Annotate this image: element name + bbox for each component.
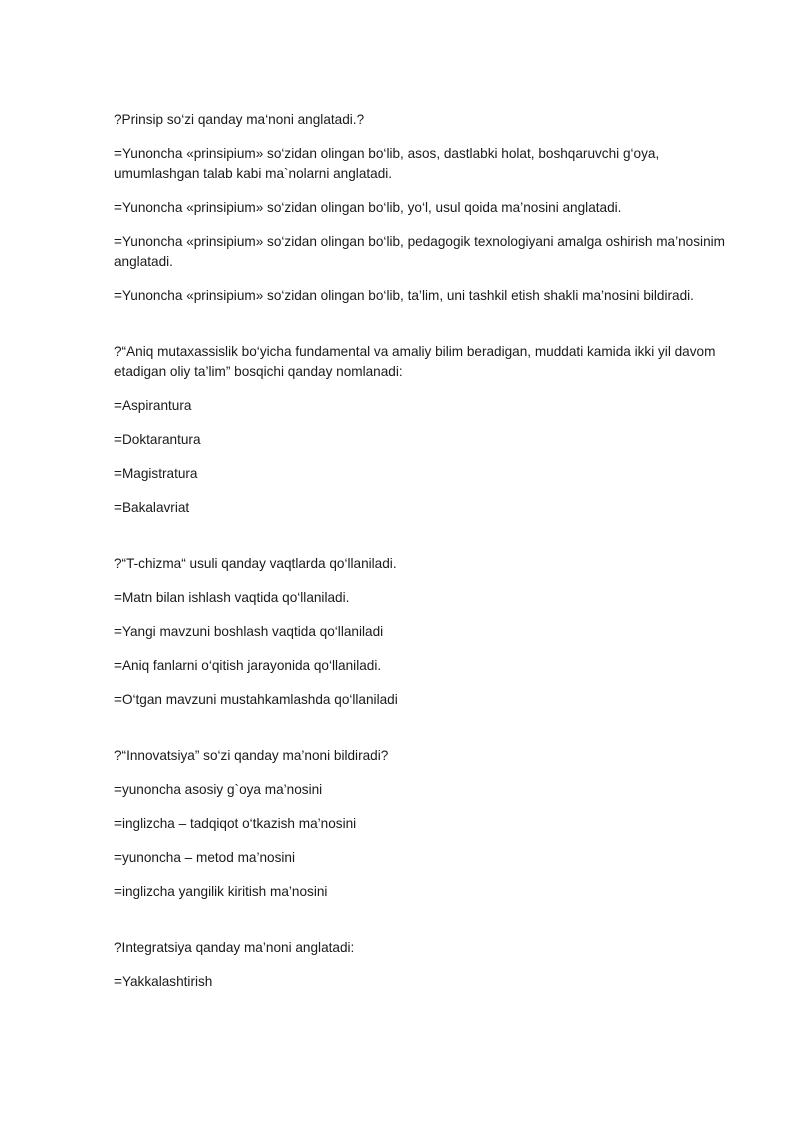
answer-option: =O‘tgan mavzuni mustahkamlashda qo‘llaniladi — [114, 692, 398, 707]
question-text: ?“Innovatsiya” so‘zi qanday ma’noni bildiradi? — [114, 748, 389, 763]
question-block-4 — [114, 746, 734, 902]
answer-option: =inglizcha yangilik kiritish ma’nosini — [114, 884, 328, 899]
answer-option: =yunoncha – metod ma’nosini — [114, 850, 295, 865]
question-block-5 — [114, 938, 734, 992]
answer-option: =Matn bilan ishlash vaqtida qo‘llaniladi. — [114, 590, 350, 605]
question-text: ?“T-chizma“ usuli qanday vaqtlarda qo‘llaniladi. — [114, 556, 397, 571]
answer-option: =yunoncha asosiy g`oya ma’nosini — [114, 782, 323, 797]
answer-option: =Yunoncha «prinsipium» so‘zidan olingan bo‘lib, yo‘l, usul qoida ma’nosini anglatadi. — [114, 200, 622, 215]
answer-option: =Bakalavriat — [114, 500, 190, 515]
answer-option: =Yakkalashtirish — [114, 974, 213, 989]
answer-option: =Yangi mavzuni boshlash vaqtida qo‘llaniladi — [114, 624, 384, 639]
question-text: ?Prinsip so‘zi qanday ma‘noni anglatadi.? — [114, 112, 365, 127]
answer-option: =Doktarantura — [114, 432, 201, 447]
answer-option: =Aniq fanlarni o‘qitish jarayonida qo‘llaniladi. — [114, 658, 382, 673]
answer-option: =Yunoncha «prinsipium» so‘zidan olingan bo‘lib, ta’lim, uni tashkil etish shakli ma’nosini bildiradi. — [114, 288, 694, 303]
document-content — [114, 110, 734, 1028]
question-text: ?Integratsiya qanday ma’noni anglatadi: — [114, 940, 355, 955]
question-text: ?“Aniq mutaxassislik bo‘yicha fundamental va amaliy bilim beradigan, muddati kamida ikki yil davom etadigan oliy ta’lim” bosqichi qanday nomlanadi: — [114, 344, 716, 379]
answer-option: =Yunoncha «prinsipium» so‘zidan olingan bo‘lib, asos, dastlabki holat, boshqaruvchi g‘oya, umumlashgan talab kabi ma`nolarni anglatadi. — [114, 146, 660, 181]
question-block-3 — [114, 554, 734, 710]
question-block-2 — [114, 342, 734, 518]
answer-option: =Aspirantura — [114, 398, 192, 413]
answer-option: =Magistratura — [114, 466, 198, 481]
question-block-1 — [114, 110, 734, 306]
answer-option: =inglizcha – tadqiqot o‘tkazish ma’nosini — [114, 816, 357, 831]
answer-option: =Yunoncha «prinsipium» so‘zidan olingan bo‘lib, pedagogik texnologiyani amalga oshirish ma’nosinim anglatadi. — [114, 234, 725, 269]
